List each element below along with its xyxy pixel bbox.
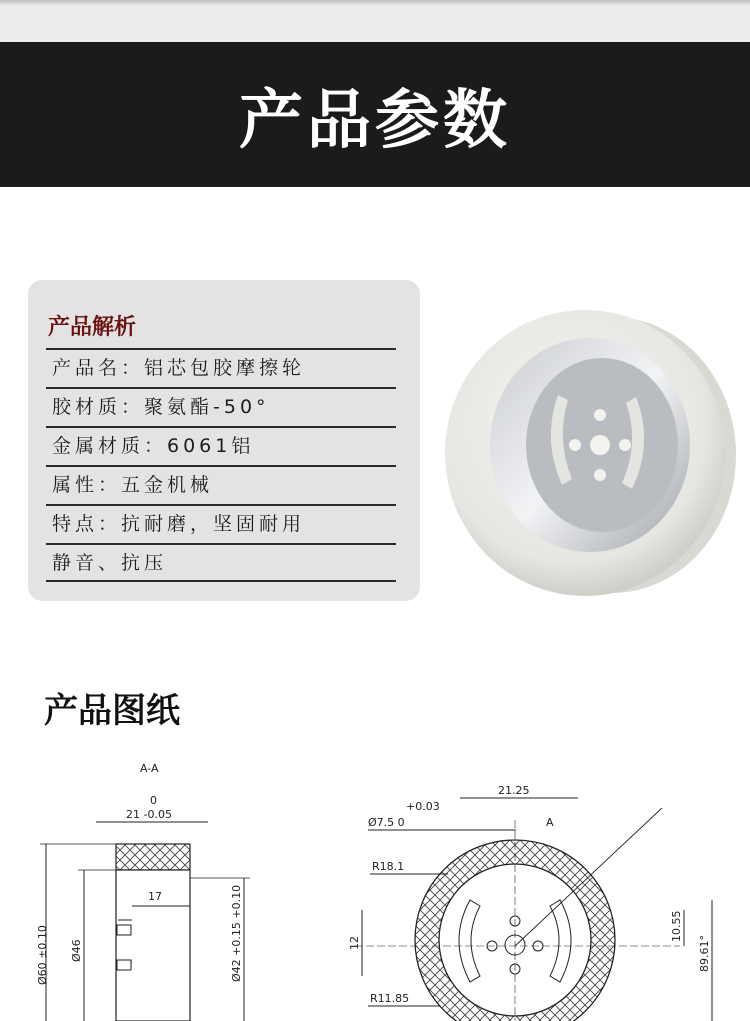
bolt-hole-right	[619, 439, 631, 451]
spec-row-features: 特点：抗耐磨，坚固耐用	[46, 504, 396, 543]
spec-row-attribute: 属性：五金机械	[46, 465, 396, 504]
inner-radius-dim: R11.85	[370, 992, 410, 1005]
hole-tolerance-dim: +0.03	[406, 800, 440, 813]
tire-section	[116, 844, 190, 870]
bolt-hole-bottom	[594, 469, 606, 481]
spec-card	[28, 280, 420, 601]
top-strip-shadow	[0, 0, 750, 6]
spec-bottom-rule	[46, 580, 396, 582]
face-view	[348, 784, 712, 1021]
spec-row-rubber-material: 胶材质：聚氨酯-50°	[46, 387, 396, 426]
hole-diameter-dim: Ø7.5 0	[368, 816, 405, 829]
section-label: A-A	[140, 762, 159, 775]
product-wheel-image	[440, 305, 740, 605]
center-hole	[590, 435, 610, 455]
dim-10-55: 10.55	[670, 910, 683, 942]
technical-drawing	[0, 750, 750, 1021]
outer-radius-dim: R18.1	[372, 860, 405, 873]
core-diameter-dim: Ø42 +0.15 +0.10	[230, 884, 243, 982]
drawing-section-title: 产品图纸	[44, 691, 180, 731]
inner-diameter-dim: Ø46	[70, 939, 83, 962]
outer-diameter-dim: Ø60 ±0.10	[36, 925, 49, 985]
width-dim: 21 -0.05	[126, 808, 172, 821]
angle-dim: 89.61°	[698, 935, 711, 972]
spec-row-features-2: 静音、抗压	[46, 543, 396, 582]
spec-row-metal-material: 金属材质：6061铝	[46, 426, 396, 465]
dim-12: 12	[348, 936, 361, 950]
top-strip	[0, 0, 750, 42]
offset-dim: 21.25	[498, 784, 530, 797]
spec-heading: 产品解析	[48, 315, 137, 340]
bolt-hole-top	[594, 409, 606, 421]
bolt-hole-left	[569, 439, 581, 451]
banner-title: 产品参数	[239, 83, 511, 158]
header-banner	[0, 42, 750, 187]
view-marker: A	[546, 816, 554, 829]
section-view	[36, 762, 250, 1021]
inner-width-dim: 17	[148, 890, 162, 903]
spec-row-product-name: 产品名：铝芯包胶摩擦轮	[46, 348, 396, 387]
width-dim-top: 0	[150, 794, 157, 807]
